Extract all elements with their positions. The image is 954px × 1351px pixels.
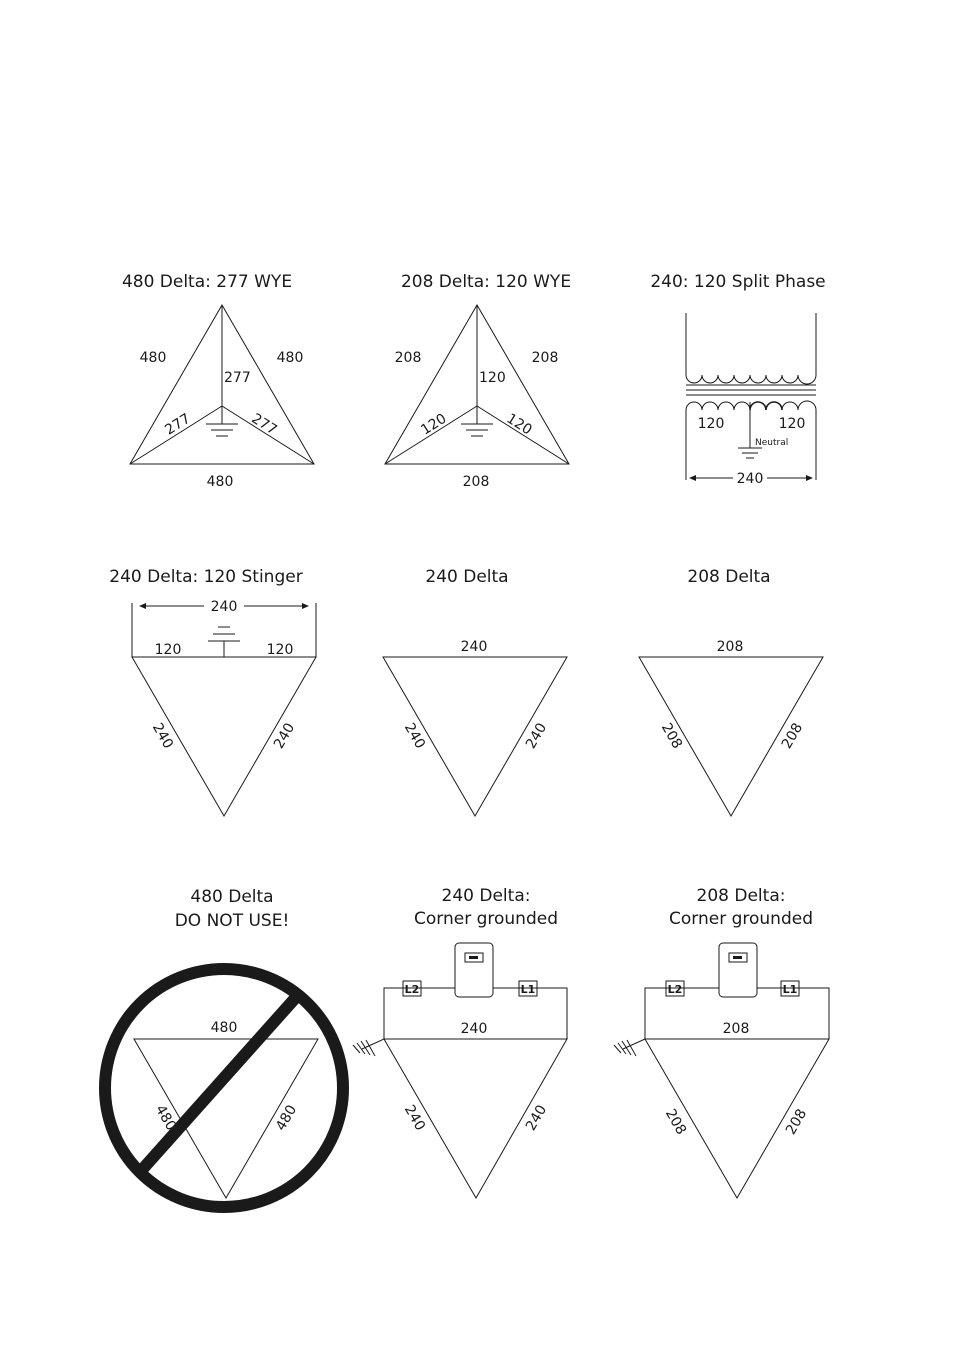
top-voltage: 240 (460, 1021, 488, 1037)
center-right-voltage: 120 (503, 410, 535, 439)
ground-icon (208, 627, 240, 657)
neutral-label: Neutral (755, 438, 789, 448)
diagram-title-line1: 480 Delta (190, 887, 274, 907)
prohibited-icon (105, 969, 343, 1207)
left-side-voltage: 208 (657, 720, 686, 752)
ground-icon (353, 1039, 384, 1056)
left-side-voltage: 208 (394, 350, 422, 366)
top-voltage: 208 (716, 639, 744, 655)
left-side-voltage: 208 (661, 1106, 690, 1138)
center-left-voltage: 277 (162, 410, 194, 439)
total-voltage: 240 (736, 471, 764, 487)
right-side-voltage: 240 (522, 1102, 551, 1134)
diagram-title-line2: Corner grounded (669, 909, 813, 929)
top-voltage: 240 (460, 639, 488, 655)
diagram-240-delta-corner-grounded (353, 886, 567, 1198)
diagram-208-delta-corner-grounded (614, 886, 829, 1198)
right-side-voltage: 240 (522, 720, 551, 752)
right-side-voltage: 240 (270, 720, 299, 752)
diagram-480-delta-277-wye (122, 272, 314, 490)
terminal-l1-label: L1 (520, 983, 536, 996)
diagram-480-delta-do-not-use (105, 887, 343, 1207)
diagram-title-line1: 240 Delta: (441, 886, 531, 906)
right-side-voltage: 480 (276, 350, 304, 366)
diagram-title: 240: 120 Split Phase (650, 272, 826, 292)
left-side-voltage: 480 (151, 1102, 180, 1134)
meter-icon (455, 943, 493, 997)
top-voltage: 208 (722, 1021, 750, 1037)
bottom-voltage: 208 (462, 474, 490, 490)
right-side-voltage: 480 (272, 1102, 301, 1134)
left-side-voltage: 240 (400, 720, 429, 752)
top-voltage: 480 (210, 1020, 238, 1036)
diagram-title: 240 Delta: 120 Stinger (109, 567, 303, 587)
diagram-title: 208 Delta (687, 567, 771, 587)
terminal-l2-label: L2 (404, 983, 420, 996)
diagram-title: 480 Delta: 277 WYE (121, 272, 293, 292)
left-side-voltage: 480 (139, 350, 167, 366)
center-up-voltage: 120 (479, 370, 506, 386)
right-side-voltage: 208 (778, 720, 807, 752)
diagram-240-delta-120-stinger (109, 567, 316, 816)
terminal-l2 (403, 981, 421, 996)
left-half-voltage: 120 (154, 642, 182, 658)
diagram-title: 240 Delta (425, 567, 509, 587)
terminal-l1-label: L1 (782, 983, 798, 996)
top-voltage: 240 (210, 599, 238, 615)
diagram-title-line2: Corner grounded (414, 909, 558, 929)
terminal-l1 (519, 981, 537, 996)
diagram-208-delta (639, 567, 823, 816)
ground-icon (461, 406, 493, 436)
left-side-voltage: 240 (400, 1102, 429, 1134)
terminal-l2-label: L2 (667, 983, 683, 996)
left-voltage: 120 (697, 416, 725, 432)
diagram-title: 208 Delta: 120 WYE (400, 272, 572, 292)
right-side-voltage: 208 (782, 1106, 811, 1138)
terminal-l2 (666, 981, 684, 996)
ground-icon (206, 406, 238, 436)
diagram-240-120-split-phase (650, 272, 825, 487)
center-left-voltage: 120 (418, 410, 450, 439)
center-right-voltage: 277 (248, 410, 280, 439)
diagram-240-delta (383, 567, 567, 816)
bottom-voltage: 480 (206, 474, 234, 490)
transformer-icon (686, 313, 816, 480)
right-half-voltage: 120 (266, 642, 294, 658)
right-voltage: 120 (778, 416, 806, 432)
meter-icon (719, 943, 757, 997)
ground-icon (738, 448, 762, 458)
center-up-voltage: 277 (224, 370, 251, 386)
terminal-l1 (781, 981, 799, 996)
diagram-title-line2: DO NOT USE! (174, 911, 290, 931)
ground-icon (614, 1039, 645, 1056)
left-side-voltage: 240 (148, 720, 177, 752)
diagram-title-line1: 208 Delta: (696, 886, 786, 906)
diagram-208-delta-120-wye (385, 272, 571, 490)
right-side-voltage: 208 (531, 350, 559, 366)
